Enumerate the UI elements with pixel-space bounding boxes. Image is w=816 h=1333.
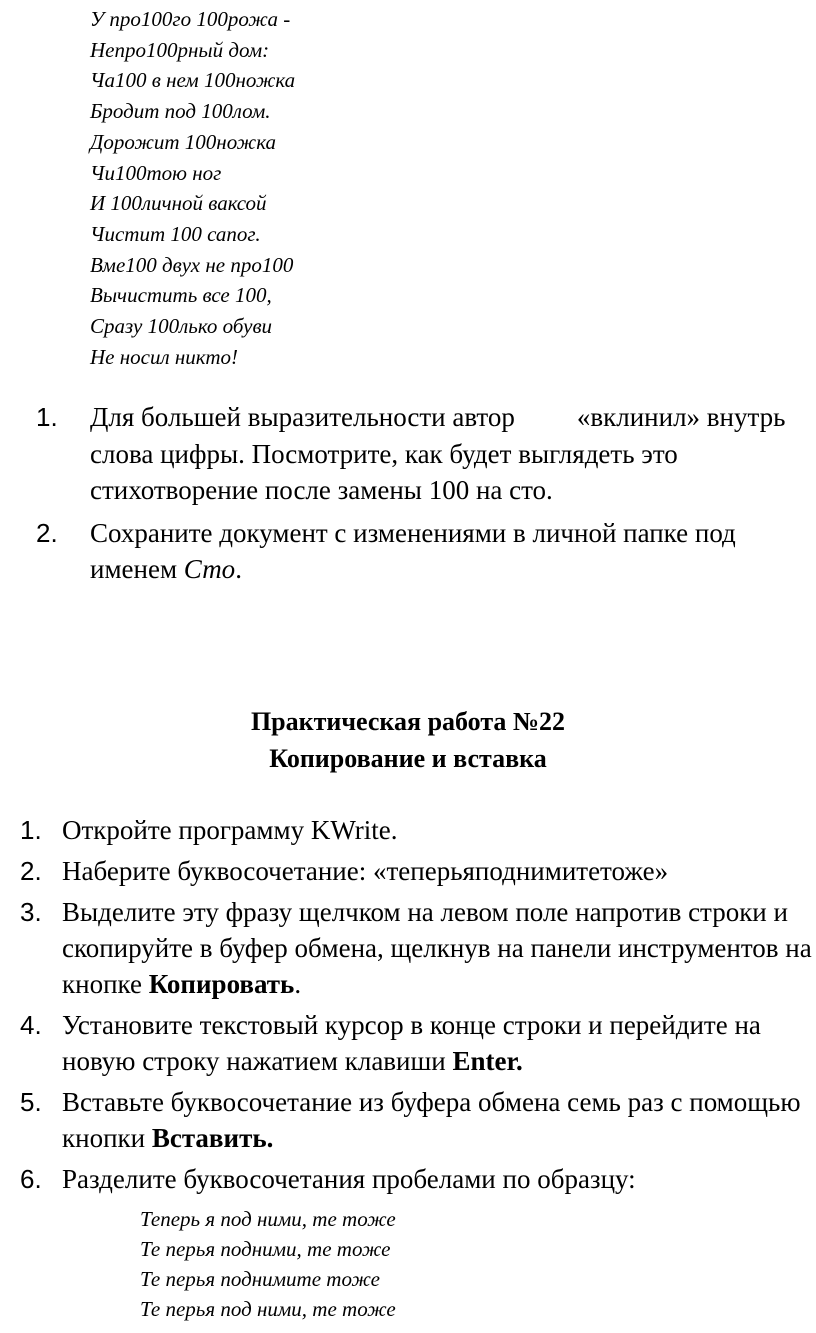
step-end: . [294,969,302,999]
enter-key-name: Enter. [452,1046,523,1076]
step-text: Установите текстовый курсор в конце строки и перейдите на новую строку нажатием клавиши [62,1010,761,1076]
step-number: 6. [20,1164,42,1194]
step-number: 3. [20,897,42,927]
task-item [36,399,816,509]
poem-line: И 100личной ваксой [90,191,267,216]
copy-button-name: Копировать [148,969,295,999]
step-text: Наберите буквосочетание: «теперьяподнимитетоже» [62,856,669,886]
step-item [20,853,816,889]
step-text: Вставьте буквосочетание из буфера обмена семь раз с помощью кнопки [62,1087,801,1153]
poem-tasks-list [36,399,816,594]
poem-line: Сразу 100лько обуви [90,314,273,339]
task-text-continued: «вклинил» внутрь слова цифры. Посмотрите, как будет выглядеть это стихотворение после замены 100 на сто. [90,402,786,505]
task-item [36,515,816,588]
poem-line: У про100го 100рожа - [90,7,291,31]
steps-list [20,812,816,1202]
poem-line: Дорожит 100ножка [90,129,277,154]
step-item [20,1007,816,1079]
step-number: 1. [20,815,42,845]
step-text: Разделите буквосочетания пробелами по образцу: [62,1164,636,1194]
poem-line: Ча100 в нем 100ножка [90,68,296,93]
task-text: Для большей выразительности автор [90,402,515,432]
sample-line: Те перья подними, те тоже [140,1237,391,1261]
step-item [20,1084,816,1156]
task-number: 1. [36,402,58,432]
folder-name: Сто [183,554,236,584]
sample-line: Те перья под ними, те тоже [140,1297,396,1321]
poem-line: Чи100тою ног [90,160,222,185]
poem-line: Чистит 100 сапог. [90,221,261,246]
task-end: . [235,554,242,584]
step-number: 5. [20,1087,42,1117]
poem-line: Не носил никто! [90,344,239,369]
poem-line: Непро100рный дом: [90,37,270,62]
section-title: Практическая работа №22 [250,707,566,736]
task-number: 2. [36,517,58,548]
poem [90,4,295,372]
section-subtitle: Копирование и вставка [269,744,547,773]
poem-line: Бродит под 100лом. [90,99,271,124]
poem-line: Вме100 двух не про100 [90,252,294,277]
step-item [20,1161,816,1197]
task-text: Сохраните документ с изменениями в личной папке под именем [90,517,736,584]
step-number: 2. [20,856,42,886]
step-item [20,812,816,848]
step-number: 4. [20,1010,42,1040]
sample-line: Те перья поднимите тоже [140,1267,381,1291]
sample-line: Теперь я под ними, те тоже [140,1207,396,1231]
step-item [20,894,816,1002]
paste-button-name: Вставить. [151,1123,274,1153]
sample-lines [140,1204,396,1324]
step-text: Выделите эту фразу щелчком на левом поле напротив строки и скопируйте в буфер обмена, щелкнув на панели инструментов на кнопке [62,897,812,999]
step-text: Откройте программу KWrite. [62,815,398,845]
poem-line: Вычистить все 100, [90,283,272,308]
